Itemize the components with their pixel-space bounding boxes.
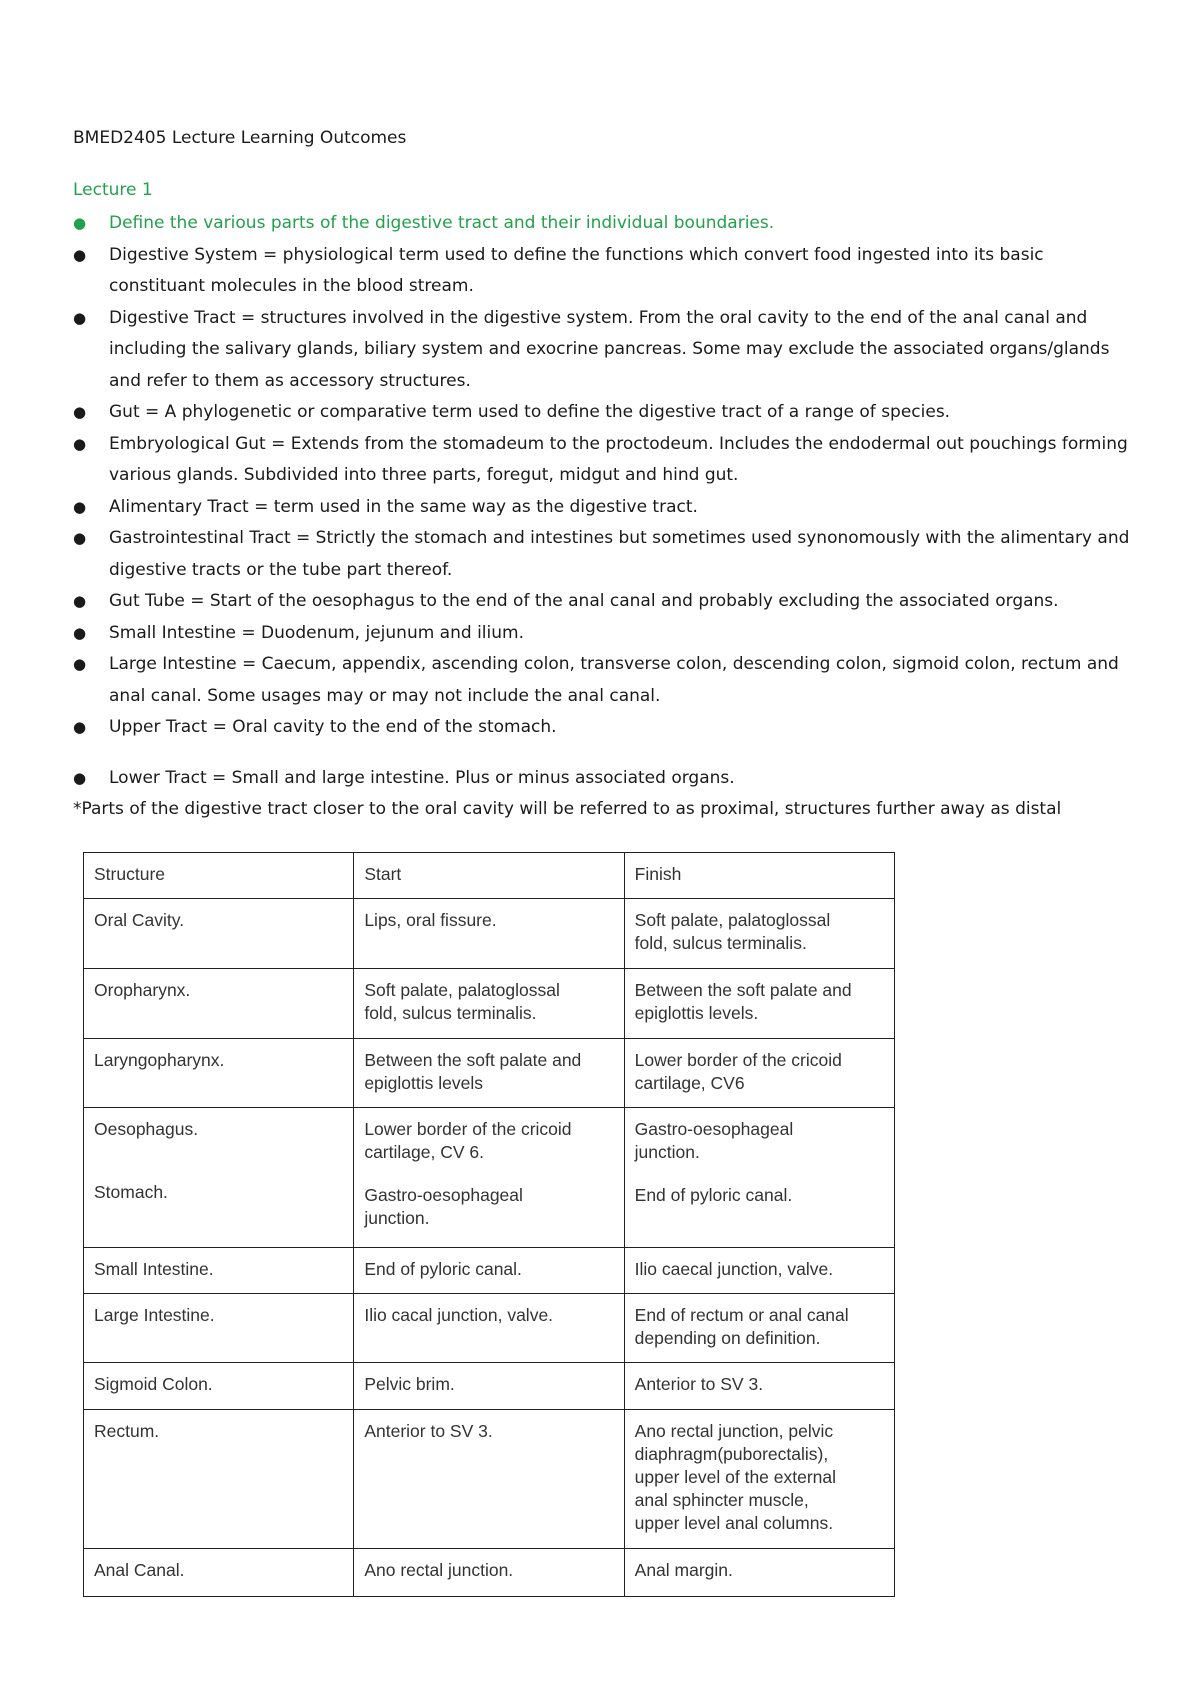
outcome-item bbox=[73, 649, 1133, 712]
outcome-item bbox=[73, 240, 1133, 303]
cell-text: upper level of the external bbox=[634, 1467, 837, 1487]
outcome-text: Upper Tract = Oral cavity to the end of the stomach. bbox=[109, 717, 557, 737]
table-cell bbox=[84, 899, 354, 969]
cell-text: upper level anal columns. bbox=[634, 1513, 834, 1533]
table-cell bbox=[84, 1248, 354, 1294]
cell-text: junction. bbox=[364, 1208, 430, 1228]
cell-text: Large Intestine. bbox=[94, 1305, 215, 1325]
outcome-item bbox=[73, 303, 1133, 398]
table-cell bbox=[354, 1039, 624, 1108]
cell-text: End of pyloric canal. bbox=[634, 1185, 793, 1205]
table-cell bbox=[624, 1294, 894, 1363]
outcome-item bbox=[73, 492, 1133, 524]
table-row bbox=[84, 899, 895, 969]
table-cell bbox=[84, 1039, 354, 1108]
table-cell bbox=[624, 899, 894, 969]
bullet-icon: ● bbox=[73, 434, 87, 453]
table-row bbox=[84, 1248, 895, 1294]
outcome-text: Define the various parts of the digestive tract and their individual boundaries. bbox=[109, 213, 775, 233]
cell-text: Sigmoid Colon. bbox=[94, 1374, 213, 1394]
cell-text: Ano rectal junction, pelvic bbox=[634, 1421, 834, 1441]
cell-text: epiglottis levels. bbox=[634, 1003, 759, 1023]
cell-spacer bbox=[635, 1164, 884, 1184]
cell-text: Lower border of the cricoid bbox=[634, 1050, 842, 1070]
table-cell bbox=[84, 1294, 354, 1363]
table-cell bbox=[354, 1248, 624, 1294]
cell-text: diaphragm(puborectalis), bbox=[634, 1444, 829, 1464]
table-cell bbox=[84, 1108, 354, 1248]
table-cell bbox=[84, 1410, 354, 1549]
outcome-text: Embryological Gut = Extends from the stomadeum to the proctodeum. Includes the endodermal out pouchings forming various glands. Subdivided into three parts, foregut, midgut and hind gut. bbox=[109, 433, 1128, 485]
table-cell bbox=[624, 1549, 894, 1597]
outcome-item bbox=[73, 208, 1133, 240]
table-cell bbox=[624, 969, 894, 1039]
table-cell bbox=[624, 1108, 894, 1248]
table-row bbox=[84, 1039, 895, 1108]
outcome-item bbox=[73, 586, 1133, 618]
cell-text: Ilio caecal junction, valve. bbox=[634, 1259, 834, 1279]
bullet-icon: ● bbox=[73, 497, 87, 516]
cell-text: End of rectum or anal canal bbox=[634, 1305, 849, 1325]
table-cell bbox=[354, 1294, 624, 1363]
footnote: *Parts of the digestive tract closer to the oral cavity will be referred to as proximal, structures further away as distal bbox=[73, 799, 1062, 819]
boundaries-table bbox=[83, 852, 895, 1597]
outcome-text: Gut Tube = Start of the oesophagus to the end of the anal canal and probably excluding the associated organs. bbox=[109, 591, 1059, 611]
outcome-item bbox=[73, 523, 1133, 586]
cell-spacer bbox=[364, 1164, 613, 1184]
outcome-item bbox=[73, 618, 1133, 650]
bullet-icon: ● bbox=[73, 403, 87, 421]
cell-text: Anal margin. bbox=[634, 1560, 733, 1580]
cell-text: Rectum. bbox=[94, 1421, 160, 1441]
table-row bbox=[84, 1410, 895, 1549]
document-title: BMED2405 Lecture Learning Outcomes bbox=[73, 128, 407, 148]
cell-text: cartilage, CV 6. bbox=[364, 1142, 484, 1162]
table-row bbox=[84, 969, 895, 1039]
cell-text: Lower border of the cricoid bbox=[364, 1119, 572, 1139]
cell-text: Between the soft palate and bbox=[634, 980, 852, 1000]
cell-text: cartilage, CV6 bbox=[634, 1073, 745, 1093]
cell-text: anal sphincter muscle, bbox=[634, 1490, 809, 1510]
table-cell bbox=[624, 853, 894, 899]
table-cell bbox=[84, 853, 354, 899]
cell-text: Soft palate, palatoglossal bbox=[634, 910, 831, 930]
outcome-item bbox=[73, 712, 1133, 744]
cell-spacer bbox=[94, 1161, 343, 1181]
bullet-icon: ● bbox=[73, 245, 87, 264]
cell-text: Finish bbox=[634, 864, 682, 884]
table-cell bbox=[354, 1108, 624, 1248]
bullet-icon: ● bbox=[73, 718, 87, 736]
table-cell bbox=[84, 1363, 354, 1410]
table-cell bbox=[624, 1248, 894, 1294]
bullet-icon: ● bbox=[73, 592, 87, 610]
cell-text: junction. bbox=[634, 1142, 700, 1162]
bullet-icon: ● bbox=[73, 623, 87, 642]
outcome-text: Large Intestine = Caecum, appendix, ascending colon, transverse colon, descending colon, sigmoid colon, rectum and anal canal. Some usages may or may not include the anal canal. bbox=[109, 654, 1119, 706]
table-row bbox=[84, 1294, 895, 1363]
outcome-text: Digestive System = physiological term used to define the functions which convert food ingested into its basic constituant molecules in the blood stream. bbox=[109, 244, 1044, 296]
cell-text: Gastro-oesophageal bbox=[634, 1119, 794, 1139]
outcome-text: Small Intestine = Duodenum, jejunum and ilium. bbox=[109, 622, 524, 643]
cell-text: Ano rectal junction. bbox=[364, 1560, 514, 1580]
bullet-icon: ● bbox=[73, 768, 87, 787]
cell-text: Between the soft palate and bbox=[364, 1050, 582, 1070]
cell-text: Anal Canal. bbox=[94, 1560, 185, 1580]
cell-text: Gastro-oesophageal bbox=[364, 1185, 523, 1205]
outcome-item bbox=[73, 763, 1133, 795]
table-row bbox=[84, 1549, 895, 1597]
cell-text: Anterior to SV 3. bbox=[634, 1374, 764, 1394]
cell-text: Oesophagus. bbox=[94, 1119, 199, 1139]
cell-text: fold, sulcus terminalis. bbox=[634, 933, 807, 953]
table-header-row bbox=[84, 853, 895, 899]
cell-text: Laryngopharynx. bbox=[94, 1050, 225, 1070]
table-cell bbox=[354, 853, 624, 899]
table-cell bbox=[624, 1410, 894, 1549]
table-row bbox=[84, 1108, 895, 1248]
cell-text: Pelvic brim. bbox=[364, 1374, 455, 1394]
outcome-text: Gastrointestinal Tract = Strictly the stomach and intestines but sometimes used synonomously with the alimentary and digestive tracts or the tube part thereof. bbox=[109, 528, 1130, 580]
cell-text: fold, sulcus terminalis. bbox=[364, 1003, 537, 1023]
lecture-heading: Lecture 1 bbox=[73, 180, 153, 200]
learning-outcomes-list bbox=[73, 208, 1133, 794]
cell-text: epiglottis levels bbox=[364, 1073, 483, 1093]
cell-text: Oral Cavity. bbox=[94, 910, 185, 930]
table-cell bbox=[354, 1549, 624, 1597]
bullet-icon: ● bbox=[73, 655, 87, 673]
cell-text: End of pyloric canal. bbox=[364, 1259, 522, 1279]
table-cell bbox=[84, 969, 354, 1039]
cell-text: Anterior to SV 3. bbox=[364, 1421, 493, 1441]
cell-text: Lips, oral fissure. bbox=[364, 910, 497, 930]
cell-text: Ilio cacal junction, valve. bbox=[364, 1305, 554, 1325]
table-cell bbox=[84, 1549, 354, 1597]
cell-text: depending on definition. bbox=[634, 1328, 821, 1348]
outcome-text: Digestive Tract = structures involved in the digestive system. From the oral cavity to the end of the anal canal and including the salivary glands, biliary system and exocrine pancreas. Some may exclude the associated organs/glands and refer to them as accessory structures. bbox=[109, 307, 1110, 391]
cell-text: Oropharynx. bbox=[94, 980, 191, 1000]
cell-spacer bbox=[94, 1141, 343, 1161]
outcome-item bbox=[73, 397, 1133, 429]
table-cell bbox=[624, 1363, 894, 1410]
table-row bbox=[84, 1363, 895, 1410]
bullet-icon: ● bbox=[73, 308, 87, 327]
cell-text: Small Intestine. bbox=[94, 1259, 214, 1279]
cell-text: Soft palate, palatoglossal bbox=[364, 980, 560, 1000]
outcome-item bbox=[73, 429, 1133, 492]
table-cell bbox=[354, 1363, 624, 1410]
cell-text: Structure bbox=[94, 864, 165, 884]
table-cell bbox=[354, 899, 624, 969]
outcome-text: Lower Tract = Small and large intestine. Plus or minus associated organs. bbox=[109, 767, 735, 788]
table-cell bbox=[354, 969, 624, 1039]
bullet-icon: ● bbox=[73, 214, 87, 232]
bullet-icon: ● bbox=[73, 529, 87, 547]
table-cell bbox=[354, 1410, 624, 1549]
table-cell bbox=[624, 1039, 894, 1108]
cell-text: Stomach. bbox=[94, 1182, 168, 1202]
outcome-text: Gut = A phylogenetic or comparative term used to define the digestive tract of a range of species. bbox=[109, 402, 951, 422]
outcome-text: Alimentary Tract = term used in the same way as the digestive tract. bbox=[109, 496, 698, 517]
cell-text: Start bbox=[364, 864, 402, 884]
